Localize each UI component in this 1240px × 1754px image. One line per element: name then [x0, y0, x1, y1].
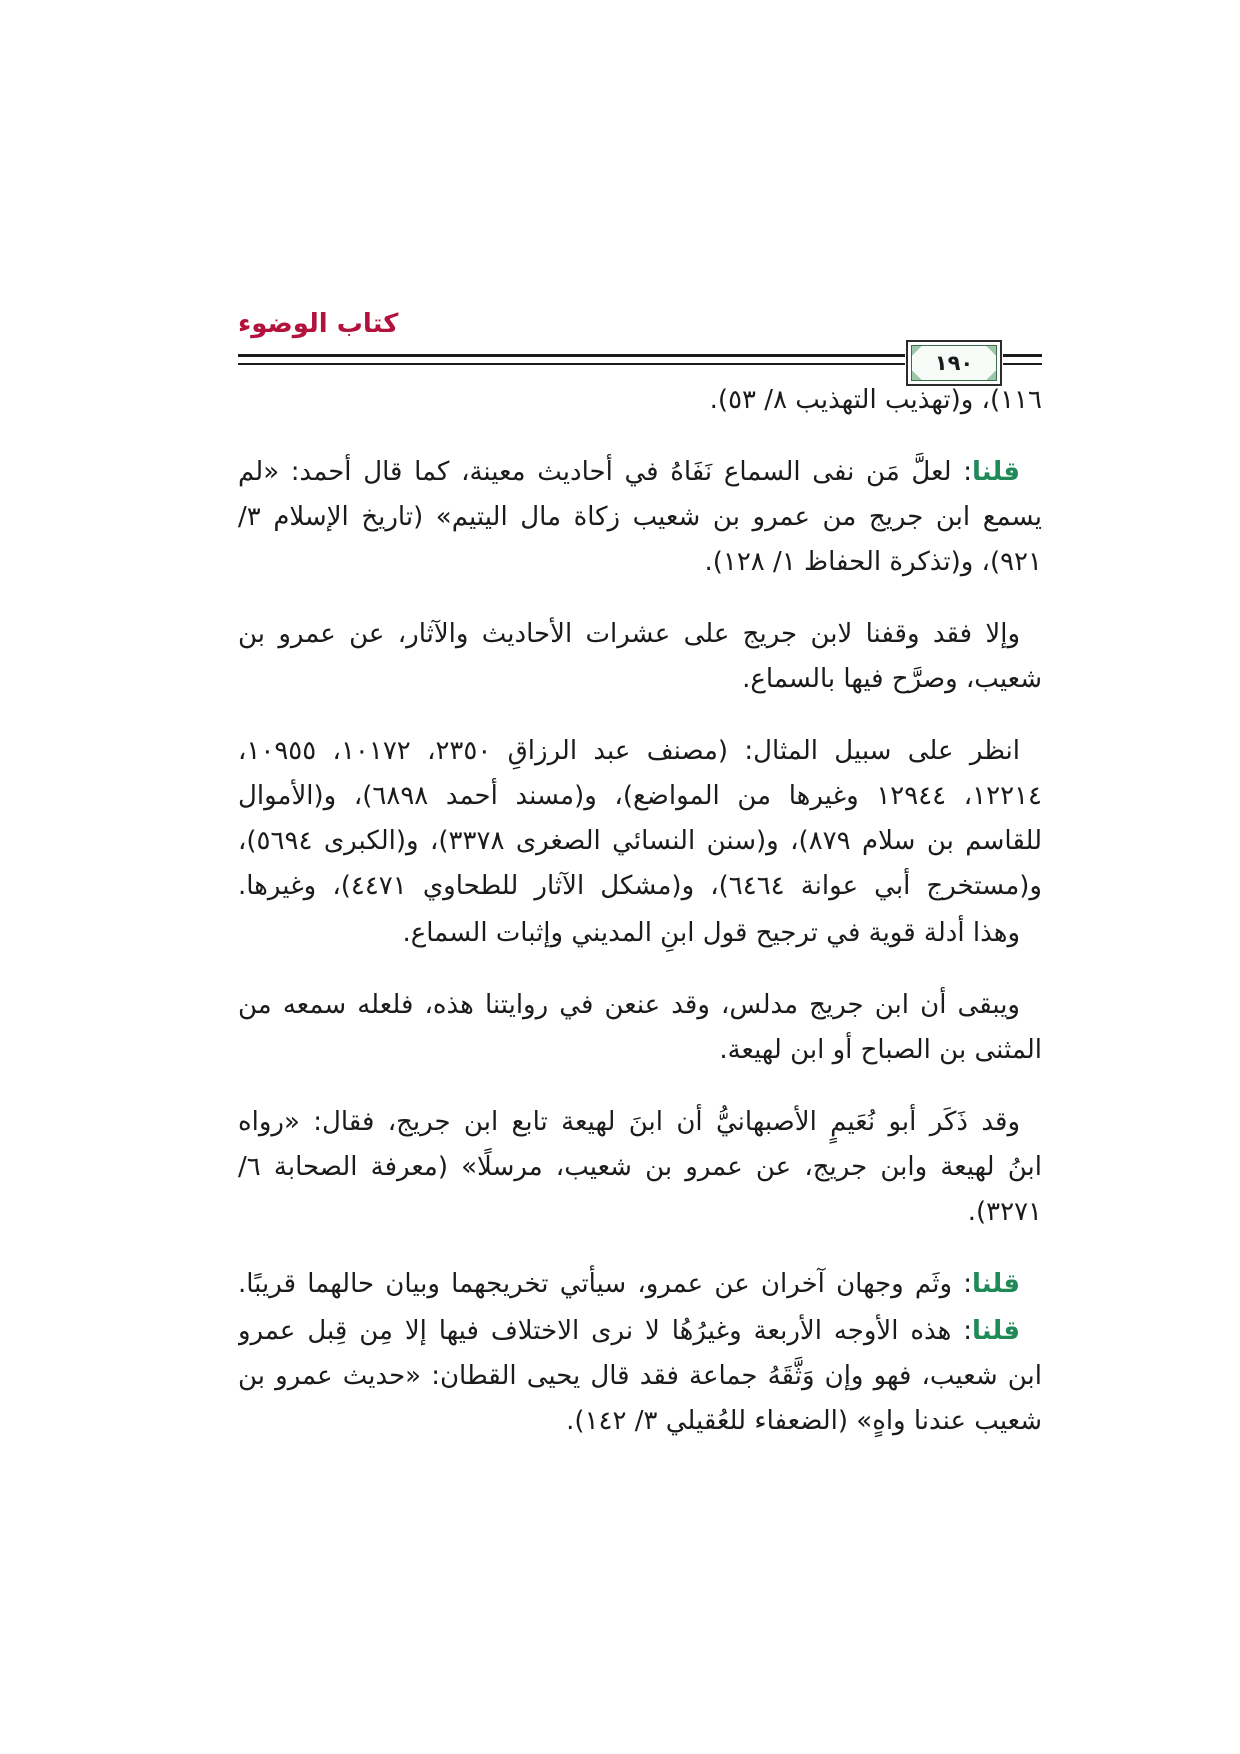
line-content — [238, 1316, 1020, 1346]
text-line — [238, 495, 1042, 540]
text-line — [238, 983, 1042, 1028]
line-text: شعيب عندنا واهٍ» (الضعفاء للعُقيلي ٣/ ١٤٢). — [566, 1406, 1042, 1436]
text-line — [238, 774, 1042, 819]
text-line — [238, 378, 1042, 423]
text-line — [238, 657, 1042, 702]
header-rule — [238, 354, 905, 365]
line-text: ويبقى أن ابن جريج مدلس، وقد عنعن في روايتنا هذه، فلعله سمعه من — [238, 990, 1020, 1020]
qulna-label: قلنا — [971, 1316, 1020, 1346]
header-rule-end — [1003, 354, 1042, 365]
line-text: شعيب، وصرَّح فيها بالسماع. — [742, 664, 1042, 694]
line-text: ٣٢٧١). — [967, 1197, 1042, 1227]
qulna-label: قلنا — [971, 457, 1020, 487]
qulna-label: قلنا — [971, 1269, 1020, 1299]
line-content — [238, 457, 1020, 487]
page-number: ١٩٠ — [934, 351, 974, 375]
line-text: ١٢٢١٤، ١٢٩٤٤ وغيرها من المواضع)، و(مسند أحمد ٦٨٩٨)، و(الأموال — [238, 781, 1042, 811]
text-line — [238, 1145, 1042, 1190]
text-line — [238, 1354, 1042, 1399]
line-text: وإلا فقد وقفنا لابن جريج على عشرات الأحاديث والآثار، عن عمرو بن — [238, 619, 1020, 649]
line-text: ابن شعيب، فهو وإن وَثَّقَهُ جماعة فقد قال يحيى القطان: «حديث عمرو بن — [238, 1361, 1042, 1391]
paragraph — [238, 729, 1042, 909]
line-text: ابنُ لهيعة وابن جريج، عن عمرو بن شعيب، مرسلًا» (معرفة الصحابة ٦/ — [238, 1152, 1042, 1182]
line-text: وهذا أدلة قوية في ترجيح قول ابنِ المديني وإثبات السماع. — [402, 918, 1020, 948]
text-line — [238, 1262, 1042, 1307]
paragraph — [238, 1309, 1042, 1444]
text-line — [238, 819, 1042, 864]
body-text — [238, 378, 1042, 1444]
text-line — [238, 1399, 1042, 1444]
paragraph — [238, 1262, 1042, 1307]
line-text: : وثَم وجهان آخران عن عمرو، سيأتي تخريجهما وبيان حالهما قريبًا. — [238, 1269, 972, 1299]
paragraph — [238, 378, 1042, 423]
line-text: ١١٦)، و(تهذيب التهذيب ٨/ ٥٣). — [709, 385, 1042, 415]
text-line — [238, 911, 1042, 956]
text-line — [238, 540, 1042, 585]
line-text: : لعلَّ مَن نفى السماع نَفَاهُ في أحاديث معينة، كما قال أحمد: «لم — [238, 457, 972, 487]
running-title: كتاب الوضوء — [238, 309, 399, 339]
line-text: ٩٢١)، و(تذكرة الحفاظ ١/ ١٢٨). — [704, 547, 1042, 577]
line-text: وقد ذَكَر أبو نُعَيمٍ الأصبهانيُّ أن ابنَ لهيعة تابع ابن جريج، فقال: «رواه — [238, 1107, 1020, 1137]
line-content — [238, 1269, 1020, 1299]
text-line — [238, 1309, 1042, 1354]
paragraph — [238, 450, 1042, 585]
line-text: للقاسم بن سلام ٨٧٩)، و(سنن النسائي الصغرى ٣٣٧٨)، و(الكبرى ٥٦٩٤)، — [238, 826, 1042, 856]
line-text: : هذه الأوجه الأربعة وغيرُهُا لا نرى الاختلاف فيها إلا مِن قِبل عمرو — [238, 1316, 972, 1346]
text-line — [238, 1190, 1042, 1235]
text-line — [238, 1100, 1042, 1145]
paragraph — [238, 911, 1042, 956]
paragraph — [238, 983, 1042, 1073]
text-line — [238, 729, 1042, 774]
line-text: المثنى بن الصباح أو ابن لهيعة. — [719, 1035, 1042, 1065]
line-text: يسمع ابن جريج من عمرو بن شعيب زكاة مال اليتيم» (تاريخ الإسلام ٣/ — [238, 502, 1042, 532]
page-number-frame-inner — [911, 345, 997, 381]
text-line — [238, 864, 1042, 909]
paragraph — [238, 612, 1042, 702]
line-text: انظر على سبيل المثال: (مصنف عبد الرزاقِ ٢٣٥٠، ١٠١٧٢، ١٠٩٥٥، — [238, 736, 1020, 766]
text-line — [238, 612, 1042, 657]
text-line — [238, 1028, 1042, 1073]
line-text: و(مستخرج أبي عوانة ٦٤٦٤)، و(مشكل الآثار للطحاوي ٤٤٧١)، وغيرها. — [238, 871, 1042, 901]
paragraph — [238, 1100, 1042, 1235]
text-line — [238, 450, 1042, 495]
